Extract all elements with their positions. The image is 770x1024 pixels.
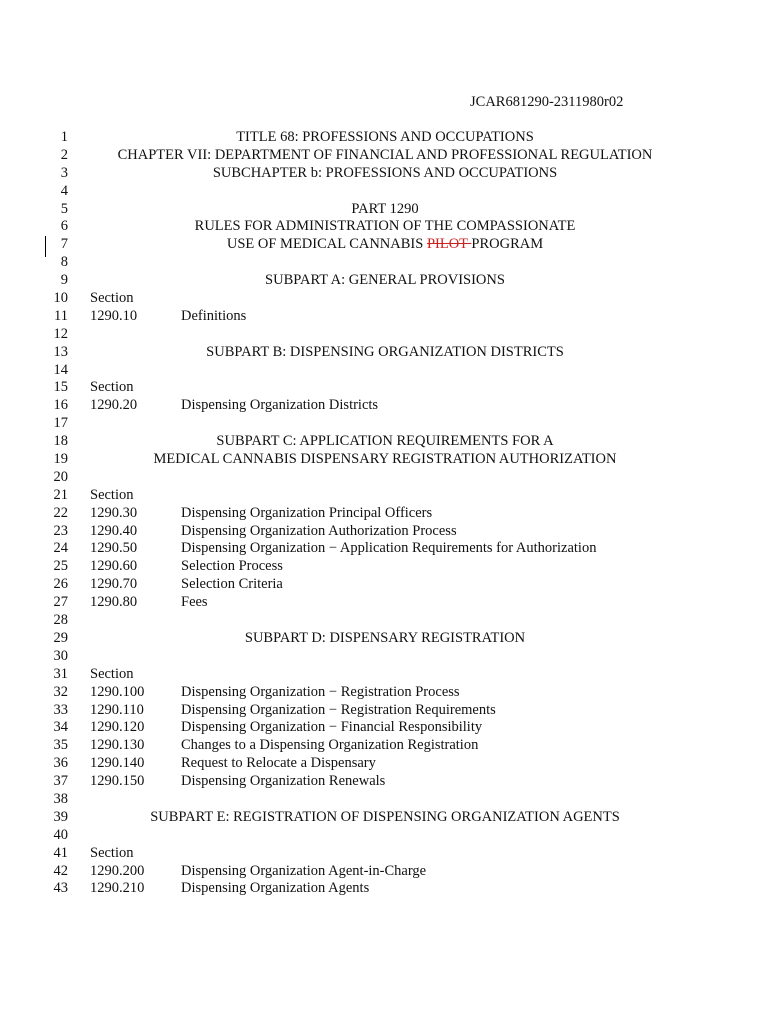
document-line — [0, 737, 770, 755]
section-number: 1290.30 — [90, 504, 138, 521]
line-number: 24 — [53, 540, 68, 557]
line-number: 5 — [60, 200, 68, 217]
line-number: 43 — [53, 880, 68, 897]
section-title: Changes to a Dispensing Organization Registration — [181, 737, 479, 754]
section-title: Definitions — [181, 307, 247, 324]
section-number: Section — [90, 486, 134, 503]
line-number: 14 — [53, 361, 68, 378]
document-line — [0, 469, 770, 487]
document-line — [0, 433, 770, 451]
document-line — [0, 129, 770, 147]
section-title: Dispensing Organization Agent-in-Charge — [181, 862, 427, 879]
document-line — [0, 147, 770, 165]
document-line — [0, 254, 770, 272]
centered-heading: RULES FOR ADMINISTRATION OF THE COMPASSIONATE — [194, 218, 576, 235]
line-number: 32 — [53, 683, 68, 700]
line-number: 27 — [53, 594, 68, 611]
line-number: 18 — [53, 433, 68, 450]
line-number: 30 — [53, 647, 68, 664]
document-line — [0, 827, 770, 845]
line-number: 15 — [53, 379, 68, 396]
document-line — [0, 791, 770, 809]
line-number: 6 — [60, 218, 68, 235]
section-title: Dispensing Organization − Registration Requirements — [181, 701, 496, 718]
document-line — [0, 487, 770, 505]
line-number: 13 — [53, 343, 68, 360]
section-number: 1290.70 — [90, 576, 138, 593]
section-title: Dispensing Organization Principal Officers — [181, 504, 433, 521]
line-number: 4 — [60, 182, 68, 199]
section-number: 1290.20 — [90, 397, 138, 414]
line-number: 26 — [53, 576, 68, 593]
line-number: 35 — [53, 737, 68, 754]
document-line — [0, 379, 770, 397]
document-line — [0, 308, 770, 326]
centered-heading: CHAPTER VII: DEPARTMENT OF FINANCIAL AND PROFESSIONAL REGULATION — [117, 146, 653, 163]
document-line — [0, 397, 770, 415]
document-line — [0, 702, 770, 720]
line-number: 23 — [53, 522, 68, 539]
section-number: 1290.80 — [90, 594, 138, 611]
document-line — [0, 558, 770, 576]
document-line — [0, 183, 770, 201]
section-title: Request to Relocate a Dispensary — [181, 755, 376, 772]
document-line — [0, 523, 770, 541]
document-line — [0, 648, 770, 666]
document-line — [0, 236, 770, 254]
line-number: 2 — [60, 146, 68, 163]
document-line — [0, 415, 770, 433]
document-line — [0, 880, 770, 898]
centered-heading: PART 1290 — [351, 200, 419, 217]
centered-heading: SUBPART D: DISPENSARY REGISTRATION — [244, 629, 526, 646]
document-body — [0, 129, 770, 898]
line-number: 33 — [53, 701, 68, 718]
line-number: 31 — [53, 665, 68, 682]
line-number: 20 — [53, 468, 68, 485]
section-number: 1290.120 — [90, 719, 145, 736]
document-line — [0, 612, 770, 630]
section-number: 1290.150 — [90, 773, 145, 790]
section-number: 1290.50 — [90, 540, 138, 557]
document-line — [0, 451, 770, 469]
line-number: 37 — [53, 773, 68, 790]
section-number: 1290.130 — [90, 737, 145, 754]
line-number: 16 — [53, 397, 68, 414]
document-line — [0, 201, 770, 219]
document-line — [0, 684, 770, 702]
section-number: 1290.110 — [90, 701, 144, 718]
line-number: 10 — [53, 290, 68, 307]
document-line — [0, 218, 770, 236]
document-line — [0, 773, 770, 791]
centered-heading: SUBPART A: GENERAL PROVISIONS — [265, 272, 505, 289]
section-number: Section — [90, 844, 134, 861]
line-number: 38 — [53, 790, 68, 807]
centered-heading — [0, 236, 770, 254]
document-line — [0, 505, 770, 523]
centered-heading: SUBPART B: DISPENSING ORGANIZATION DISTRICTS — [206, 343, 564, 360]
section-title: Dispensing Organization Renewals — [181, 773, 386, 790]
section-number: 1290.10 — [90, 307, 138, 324]
section-number: 1290.200 — [90, 862, 145, 879]
line-number: 36 — [53, 755, 68, 772]
centered-heading: SUBPART C: APPLICATION REQUIREMENTS FOR A — [216, 433, 554, 450]
document-line — [0, 719, 770, 737]
document-line — [0, 344, 770, 362]
document-line — [0, 362, 770, 380]
section-number: Section — [90, 290, 134, 307]
centered-heading: SUBCHAPTER b: PROFESSIONS AND OCCUPATIONS — [212, 164, 558, 181]
centered-heading: MEDICAL CANNABIS DISPENSARY REGISTRATION AUTHORIZATION — [153, 451, 617, 468]
line-number: 17 — [53, 415, 68, 432]
document-line — [0, 540, 770, 558]
section-number: 1290.210 — [90, 880, 145, 897]
section-title: Dispensing Organization − Financial Responsibility — [181, 719, 483, 736]
line-number: 8 — [60, 254, 68, 271]
line-number: 11 — [54, 307, 68, 324]
line-number: 28 — [53, 612, 68, 629]
document-line — [0, 576, 770, 594]
line-number: 7 — [60, 236, 68, 253]
section-title: Fees — [181, 594, 208, 611]
line-number: 9 — [60, 272, 68, 289]
line-number: 34 — [53, 719, 68, 736]
document-line — [0, 272, 770, 290]
section-number: Section — [90, 665, 134, 682]
centered-heading: TITLE 68: PROFESSIONS AND OCCUPATIONS — [236, 129, 534, 145]
document-line — [0, 630, 770, 648]
section-number: 1290.60 — [90, 558, 138, 575]
section-title: Dispensing Organization − Application Requirements for Authorization — [181, 540, 597, 557]
document-line — [0, 809, 770, 827]
document-line — [0, 290, 770, 308]
line-number: 41 — [53, 844, 68, 861]
section-title: Dispensing Organization − Registration Process — [181, 683, 460, 700]
deleted-text: PILOT — [426, 236, 472, 253]
document-id: JCAR681290-2311980r02 — [470, 94, 624, 110]
line-number: 19 — [53, 451, 68, 468]
section-title: Selection Process — [181, 558, 283, 575]
centered-heading: SUBPART E: REGISTRATION OF DISPENSING ORGANIZATION AGENTS — [150, 808, 620, 825]
line-number: 42 — [53, 862, 68, 879]
section-title: Dispensing Organization Authorization Process — [181, 522, 457, 539]
section-title: Selection Criteria — [181, 576, 283, 593]
document-line — [0, 165, 770, 183]
line-number: 25 — [53, 558, 68, 575]
document-line — [0, 845, 770, 863]
section-title: Dispensing Organization Districts — [181, 397, 379, 414]
document-line — [0, 863, 770, 881]
line-number: 40 — [53, 826, 68, 843]
section-number: 1290.40 — [90, 522, 138, 539]
section-number: 1290.140 — [90, 755, 145, 772]
document-line — [0, 755, 770, 773]
line-number: 21 — [53, 486, 68, 503]
line-number: 39 — [53, 808, 68, 825]
heading-text: USE OF MEDICAL CANNABIS — [226, 236, 427, 253]
heading-text: PROGRAM — [471, 236, 544, 253]
section-title: Dispensing Organization Agents — [181, 880, 370, 897]
document-line — [0, 326, 770, 344]
line-number: 12 — [53, 325, 68, 342]
section-number: Section — [90, 379, 134, 396]
line-number: 22 — [53, 504, 68, 521]
document-line — [0, 666, 770, 684]
section-number: 1290.100 — [90, 683, 145, 700]
line-number: 29 — [53, 629, 68, 646]
line-number: 1 — [60, 129, 68, 145]
document-line — [0, 594, 770, 612]
line-number: 3 — [60, 164, 68, 181]
